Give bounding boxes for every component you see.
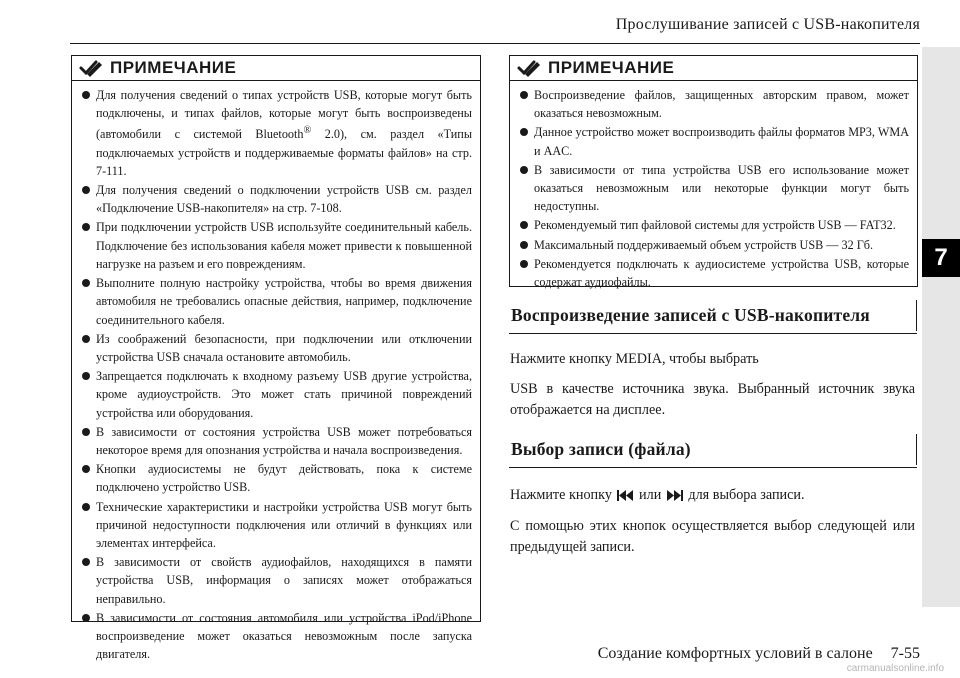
note-header bbox=[510, 56, 917, 81]
note-list-right bbox=[510, 81, 917, 291]
skip-forward-icon bbox=[667, 490, 683, 501]
list-item: Запрещается подключать к входному разъему USB другие устройства, кроме аудиоустройств. Это может стать причиной повреждений устройства или оборудования. bbox=[82, 367, 472, 422]
page-number: 7-55 bbox=[890, 645, 920, 662]
note-box-right bbox=[509, 55, 918, 290]
text: для выбора записи. bbox=[688, 487, 805, 503]
list-item: Кнопки аудиосистемы не будут действовать, пока к системе подключено устройство USB. bbox=[82, 460, 472, 496]
list-item: В зависимости от состояния устройства USB может потребоваться некоторое время для опознания устройства и начала воспроизведения. bbox=[82, 423, 472, 459]
list-item: Из соображений безопасности, при подключении или отключении устройства USB сначала остановите автомобиль. bbox=[82, 330, 472, 366]
header-rule bbox=[70, 43, 920, 44]
section-heading-usb-playback: Воспроизведение записей с USB-накопителя bbox=[509, 298, 917, 334]
watermark: carmanualsonline.info bbox=[846, 663, 944, 674]
note-title: ПРИМЕЧАНИЕ bbox=[548, 58, 675, 77]
page-header-title: Прослушивание записей с USB-накопителя bbox=[615, 16, 920, 33]
paragraph: USB в качестве источника звука. Выбранный источник звука отображается на дисплее. bbox=[510, 381, 915, 418]
page-footer bbox=[598, 645, 920, 663]
chapter-side-tab bbox=[922, 47, 960, 607]
list-item: Для получения сведений о подключении устройств USB см. раздел «Подключение USB-накопителя» на стр. 7-108. bbox=[82, 181, 472, 217]
paragraph: Нажмите кнопку MEDIA, чтобы выбрать bbox=[510, 351, 759, 367]
paragraph-buttons bbox=[510, 485, 915, 506]
list-item: Максимальный поддерживаемый объем устройств USB — 32 Гб. bbox=[520, 236, 909, 254]
list-item: Для получения сведений о типах устройств USB, которые могут быть подключены, и типах файлов, которые могут быть воспроизведены (автомобили с системой Bluetooth® 2.0), см. раздел «Типы подключаемых устройств и поддерживаемые форматы файлов» на стр. 7-111. bbox=[82, 86, 472, 180]
list-item: В зависимости от свойств аудиофайлов, находящихся в памяти устройства USB, информация о записях может отображаться неправильно. bbox=[82, 553, 472, 608]
text: или bbox=[639, 487, 662, 503]
pencil-icon bbox=[516, 59, 542, 77]
section-heading-track-select: Выбор записи (файла) bbox=[509, 432, 917, 468]
list-item: Выполните полную настройку устройства, чтобы во время движения автомобиля не требовались опасные действия, например, подключение соединительного кабеля. bbox=[82, 274, 472, 329]
list-item: Рекомендуемый тип файловой системы для устройств USB — FAT32. bbox=[520, 216, 909, 234]
list-item: Воспроизведение файлов, защищенных авторским правом, может оказаться невозможным. bbox=[520, 86, 909, 122]
note-box-left bbox=[71, 55, 481, 662]
paragraph: С помощью этих кнопок осуществляется выбор следующей или предыдущей записи. bbox=[510, 518, 915, 555]
pencil-icon bbox=[78, 59, 104, 77]
list-item: Технические характеристики и настройки устройства USB могут быть причиной недоступности подключения или отличий в функциях или элементах интерфейса. bbox=[82, 498, 472, 553]
text: Нажмите кнопку bbox=[510, 487, 612, 503]
note-title: ПРИМЕЧАНИЕ bbox=[110, 58, 237, 77]
footer-section-name: Создание комфортных условий в салоне bbox=[597, 645, 873, 662]
list-item: В зависимости от состояния автомобиля или устройства iPod/iPhone воспроизведение может оказаться невозможным после запуска двигателя. bbox=[82, 609, 472, 664]
note-list-left bbox=[72, 81, 480, 663]
skip-back-icon bbox=[617, 490, 633, 501]
list-item: Данное устройство может воспроизводить файлы форматов MP3, WMA и AAC. bbox=[520, 123, 909, 159]
list-item: При подключении устройств USB используйте соединительный кабель. Подключение без использования кабеля может привести к повышенной нагрузке на разъем и его повреждениям. bbox=[82, 218, 472, 273]
list-item: В зависимости от типа устройства USB его использование может оказаться невозможным или некоторые функции могут быть недоступны. bbox=[520, 161, 909, 216]
note-header bbox=[72, 56, 480, 81]
list-item: Рекомендуется подключать к аудиосистеме устройства USB, которые содержат аудиофайлы. bbox=[520, 255, 909, 291]
chapter-number-badge: 7 bbox=[922, 239, 960, 277]
